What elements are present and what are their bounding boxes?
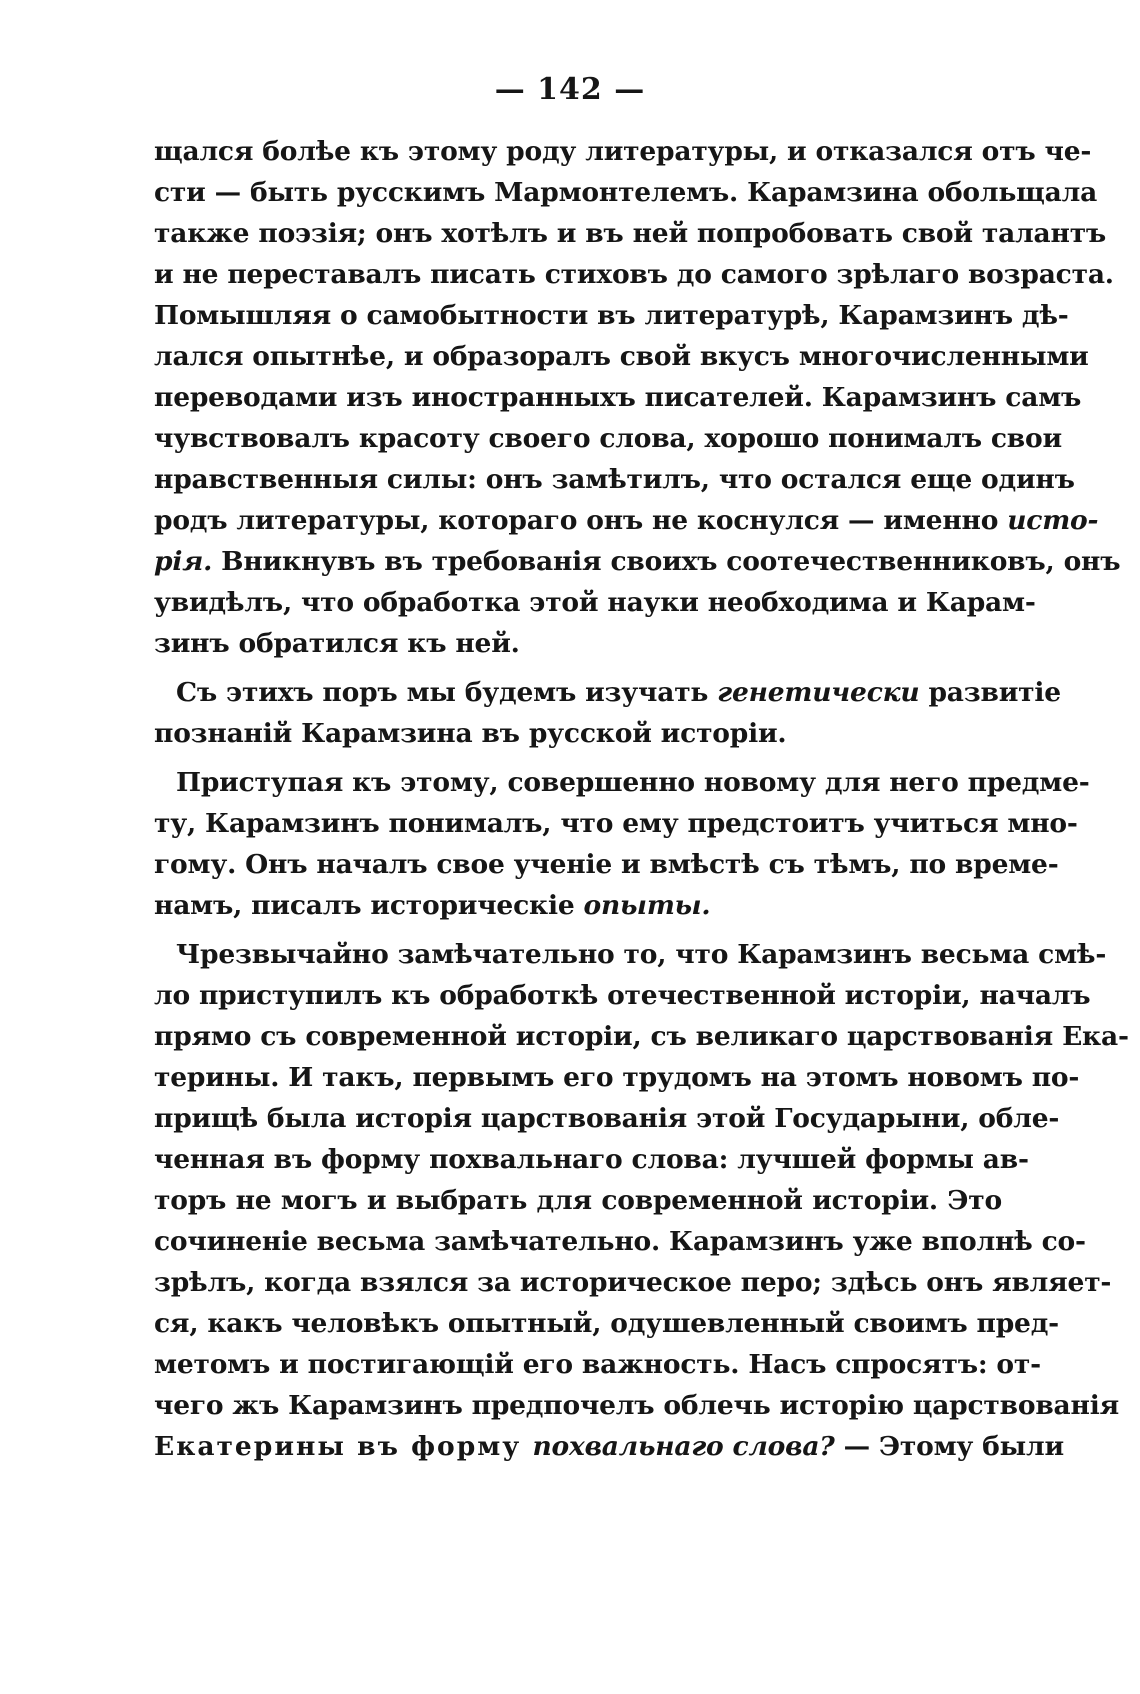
text-line: ся, какъ человѣкъ опытный, одушевленный своимъ пред-	[154, 1308, 1059, 1339]
text-line: также поэзія; онъ хотѣлъ и въ ней попробовать свой талантъ	[154, 218, 1107, 249]
text-line: намъ, писалъ историческіе опыты.	[154, 890, 711, 921]
text-line: прищѣ была исторія царствованія этой Государыни, обле-	[154, 1103, 1060, 1134]
page-number: — 142 —	[494, 72, 646, 107]
text-line: нравственныя силы: онъ замѣтилъ, что остался еще одинъ	[154, 464, 1075, 495]
text-line: Екатерины въ форму похвальнаго слова? — Этому были	[154, 1431, 1064, 1462]
text-line: прямо съ современной исторіи, съ великаго царствованія Ека-	[154, 1021, 1129, 1052]
text-line: щался болѣе къ этому роду литературы, и отказался отъ че-	[154, 136, 1092, 167]
emphasis: генетически	[717, 677, 920, 708]
text-line: ченная въ форму похвальнаго слова: лучшей формы ав-	[154, 1144, 1029, 1175]
emphasis: похвальнаго слова?	[532, 1431, 835, 1462]
text-line: гому. Онъ началъ свое ученіе и вмѣстѣ съ тѣмъ, по време-	[154, 849, 1059, 880]
text-line: Приступая къ этому, совершенно новому для него предме-	[176, 767, 1090, 798]
text-line: ло приступилъ къ обработкѣ отечественной исторіи, началъ	[154, 980, 1091, 1011]
text-line: зинъ обратился къ ней.	[154, 628, 520, 659]
text-line: терины. И такъ, первымъ его трудомъ на этомъ новомъ по-	[154, 1062, 1080, 1093]
text-line: и не переставалъ писать стиховъ до самого зрѣлаго возраста.	[154, 259, 1114, 290]
text-line: лался опытнѣе, и образоралъ свой вкусъ многочисленными	[154, 341, 1089, 372]
text-line: торъ не могъ и выбрать для современной исторіи. Это	[154, 1185, 1002, 1216]
text-line: Съ этихъ поръ мы будемъ изучать генетически развитіе	[176, 677, 1061, 708]
text-line: Помышляя о самобытности въ литературѣ, Карамзинъ дѣ-	[154, 300, 1069, 331]
text-line: ту, Карамзинъ понималъ, что ему предстоитъ учиться мно-	[154, 808, 1078, 839]
text-line: родъ литературы, котораго онъ не коснулся — именно исто-	[154, 505, 1099, 536]
text-line: рія. Вникнувъ въ требованія своихъ соотечественниковъ, онъ	[154, 546, 1121, 577]
text-line: сти — быть русскимъ Мармонтелемъ. Карамзина обольщала	[154, 177, 1098, 208]
text-line: сочиненіе весьма замѣчательно. Карамзинъ уже вполнѣ со-	[154, 1226, 1086, 1257]
emphasis: опыты.	[583, 890, 711, 921]
text-line: чего жъ Карамзинъ предпочелъ облечь исторію царствованія	[154, 1390, 1119, 1421]
text-line: познаній Карамзина въ русской исторіи.	[154, 718, 787, 749]
text-line: чувствовалъ красоту своего слова, хорошо понималъ свои	[154, 423, 1062, 454]
text-line: увидѣлъ, что обработка этой науки необходима и Карам-	[154, 587, 1036, 618]
text-line: переводами изъ иностранныхъ писателей. Карамзинъ самъ	[154, 382, 1082, 413]
emphasis: рія.	[154, 546, 213, 577]
text-line: Чрезвычайно замѣчательно то, что Карамзинъ весьма смѣ-	[176, 939, 1107, 970]
text-line: зрѣлъ, когда взялся за историческое перо; здѣсь онъ являет-	[154, 1267, 1112, 1298]
emphasis: исто-	[1007, 505, 1099, 536]
text-line: метомъ и постигающій его важность. Насъ спросятъ: от-	[154, 1349, 1041, 1380]
